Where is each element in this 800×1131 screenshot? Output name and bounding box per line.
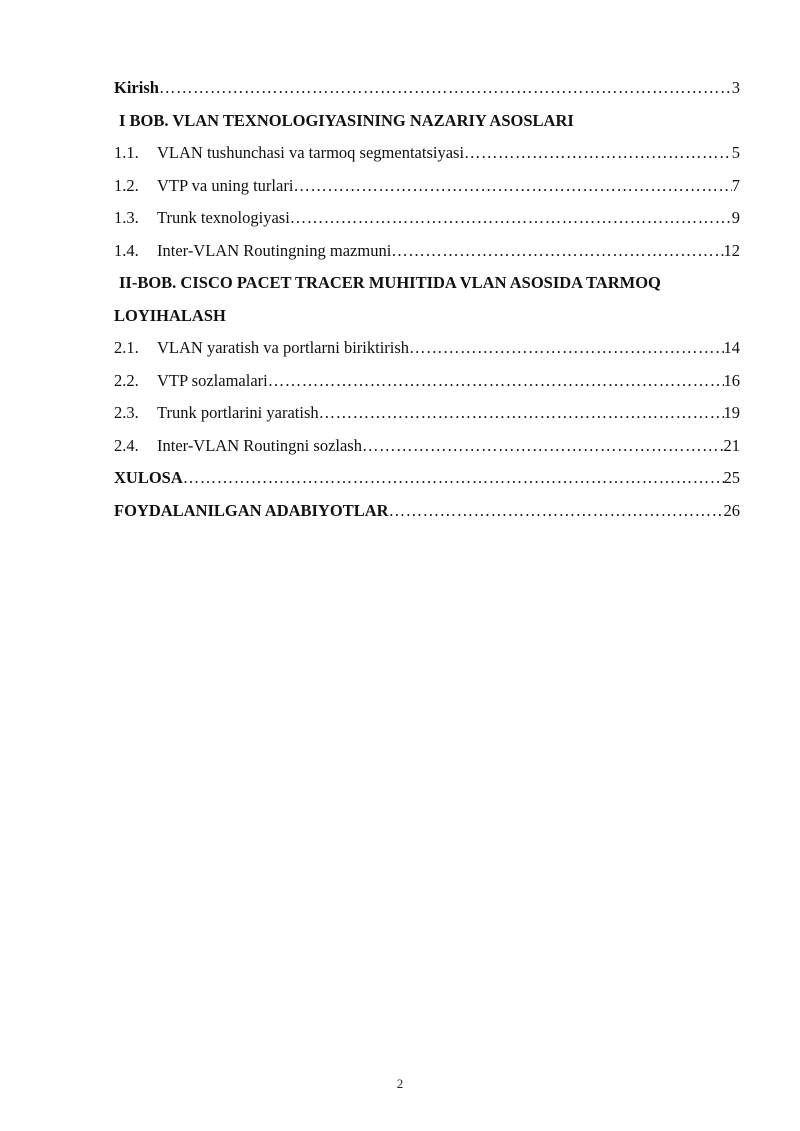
toc-entry-1-2 <box>114 170 740 203</box>
toc-entry-page: 14 <box>723 338 740 357</box>
dot-leader <box>362 430 724 463</box>
toc-entry-title: VTP sozlamalari <box>157 370 268 390</box>
toc-entry-title: FOYDALANILGAN ADABIYOTLAR <box>114 500 389 520</box>
toc-entry-title: VLAN yaratish va portlarni biriktirish <box>157 338 410 357</box>
toc-entry-2-3 <box>114 397 740 430</box>
dot-leader <box>389 495 724 528</box>
toc-entry-number: 2.3. <box>114 403 139 422</box>
toc-entry-title: VTP va uning turlari <box>157 175 294 195</box>
dot-leader <box>268 365 724 398</box>
toc-entry-page: 5 <box>731 143 740 162</box>
dot-leader <box>391 235 723 268</box>
toc-entry-title: XULOSA <box>114 468 183 487</box>
toc-entry-references <box>114 495 740 528</box>
toc-entry-number: 1.4. <box>114 240 139 260</box>
toc-entry-number: 1.1. <box>114 143 139 162</box>
toc-entry-title: Inter-VLAN Routingni sozlash <box>157 435 362 455</box>
toc-entry-page: 3 <box>731 78 740 97</box>
toc-entry-page: 26 <box>723 500 740 520</box>
toc-entry-number: 2.2. <box>114 370 139 390</box>
dot-leader <box>409 332 723 365</box>
chapter-1-heading: I BOB. VLAN TEXNOLOGIYASINING NAZARIY ASOSLARI <box>119 110 574 130</box>
chapter-2-heading-continued: LOYIHALASH <box>114 305 226 325</box>
dot-leader <box>464 137 732 170</box>
toc-entry-2-1 <box>114 332 740 365</box>
toc-entry-2-2 <box>114 365 740 398</box>
dot-leader <box>319 397 724 430</box>
toc-entry-2-4 <box>114 430 740 463</box>
toc-entry-conclusion <box>114 462 740 495</box>
toc-entry-1-1 <box>114 137 740 170</box>
toc-entry-number: 1.2. <box>114 175 139 195</box>
toc-entry-page: 16 <box>723 370 740 390</box>
toc-entry-page: 12 <box>723 240 740 260</box>
toc-entry-page: 9 <box>731 208 740 227</box>
toc-entry-page: 21 <box>723 435 740 455</box>
toc-entry-page: 7 <box>731 175 740 195</box>
dot-leader <box>293 170 731 203</box>
page-number: 2 <box>396 1076 404 1091</box>
toc-entry-title: Kirish <box>114 78 159 97</box>
table-of-contents <box>114 72 740 527</box>
toc-entry-title: Trunk portlarini yaratish <box>157 403 319 422</box>
chapter-2-heading: II-BOB. CISCO PACET TRACER MUHITIDA VLAN ASOSIDA TARMOQ <box>119 273 661 292</box>
toc-entry-page: 19 <box>723 403 740 422</box>
dot-leader <box>183 462 724 495</box>
toc-entry-1-3 <box>114 202 740 235</box>
toc-entry-title: VLAN tushunchasi va tarmoq segmentatsiyasi <box>157 143 465 162</box>
toc-entry-number: 2.4. <box>114 435 139 455</box>
toc-entry-page: 25 <box>723 468 740 487</box>
toc-entry-title: Inter-VLAN Routingning mazmuni <box>157 240 392 260</box>
toc-entry-number: 2.1. <box>114 338 139 357</box>
dot-leader <box>290 202 732 235</box>
toc-entry-number: 1.3. <box>114 208 139 227</box>
dot-leader <box>159 72 732 105</box>
toc-entry-1-4 <box>114 235 740 268</box>
toc-entry-intro <box>114 72 740 105</box>
toc-entry-title: Trunk texnologiyasi <box>157 208 290 227</box>
